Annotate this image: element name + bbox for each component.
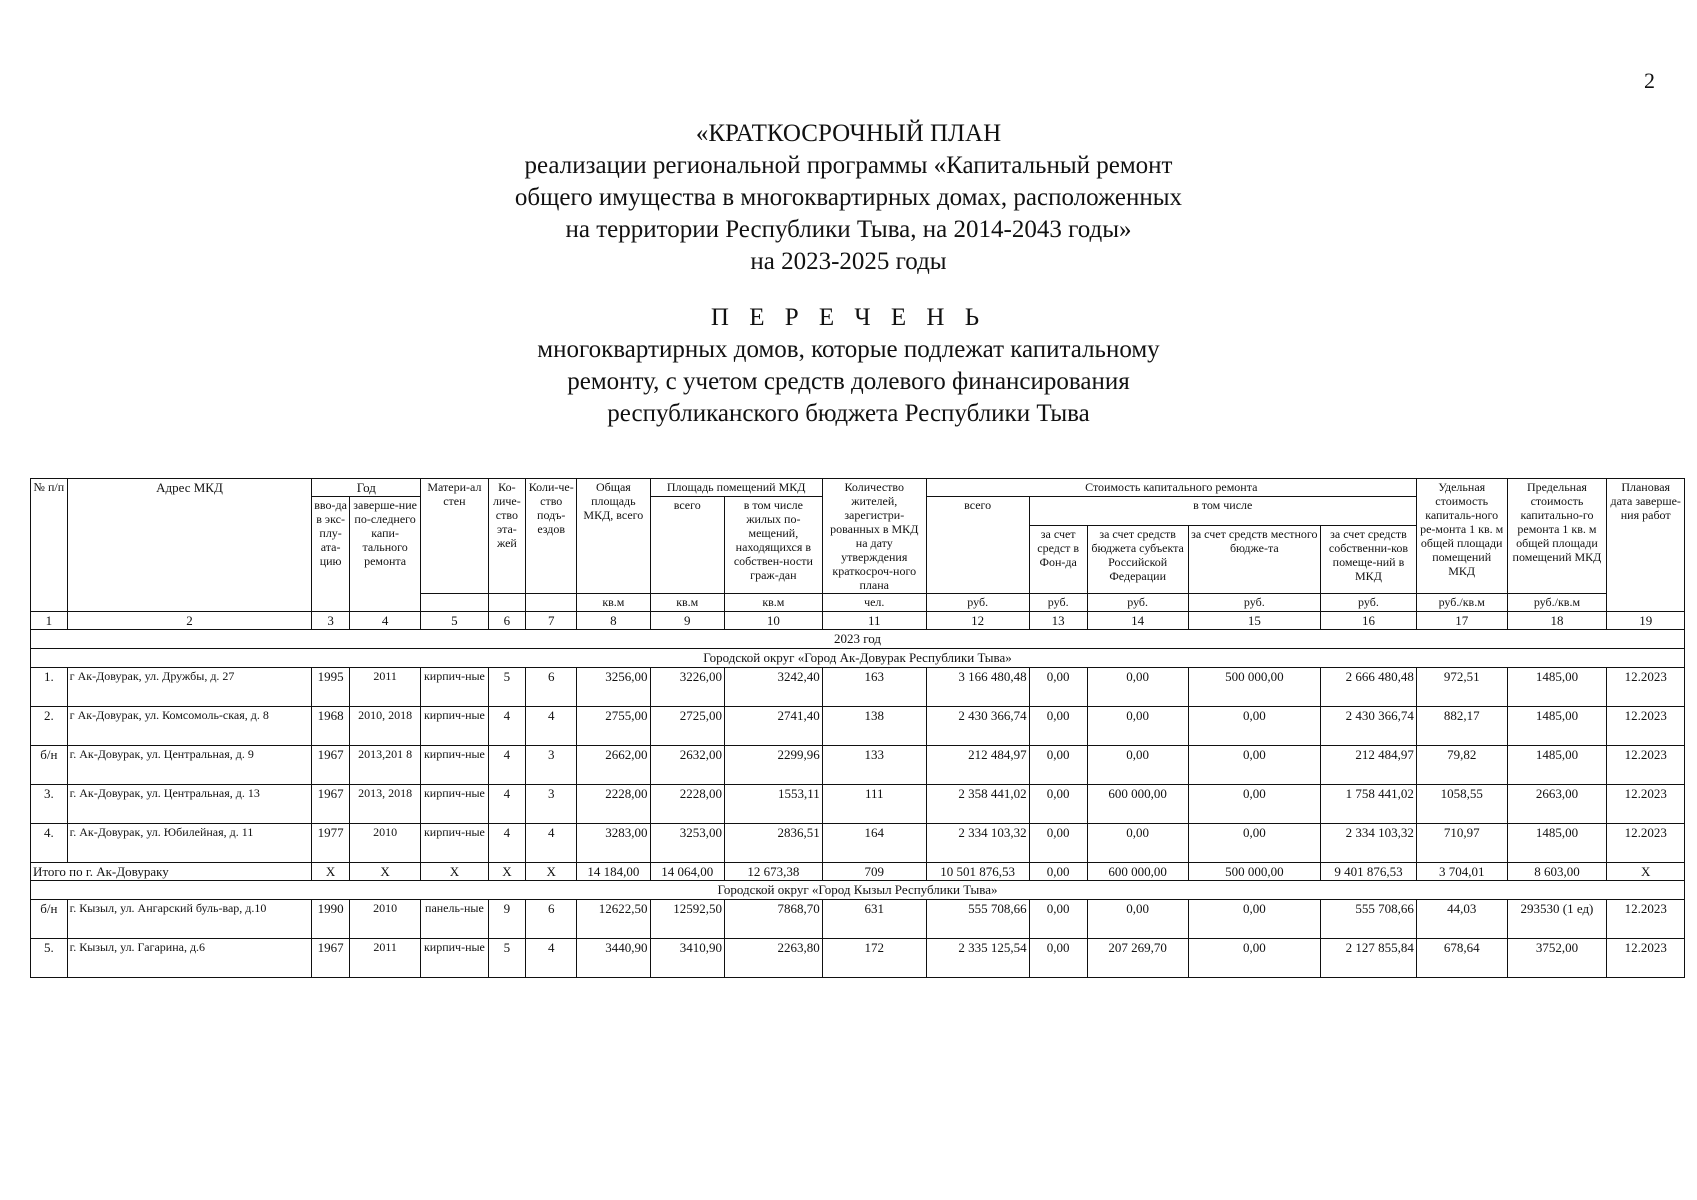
header-completion-date: Плановая дата заверше-ния работ bbox=[1607, 479, 1685, 612]
table-cell: 3242,40 bbox=[724, 668, 822, 707]
repair-plan-table bbox=[30, 478, 1685, 978]
table-cell: 555 708,66 bbox=[1321, 900, 1417, 939]
table-cell: 2725,00 bbox=[650, 707, 724, 746]
table-cell: 3752,00 bbox=[1507, 939, 1607, 978]
unit-cell: руб. bbox=[1087, 594, 1188, 612]
table-cell: 631 bbox=[822, 900, 926, 939]
unit-cell: руб. bbox=[1029, 594, 1087, 612]
table-cell: 2010 bbox=[349, 900, 420, 939]
table-cell: 212 484,97 bbox=[926, 746, 1029, 785]
column-number: 9 bbox=[650, 612, 724, 630]
table-cell: 2011 bbox=[349, 939, 420, 978]
table-cell: 0,00 bbox=[1029, 785, 1087, 824]
table-cell: 1485,00 bbox=[1507, 707, 1607, 746]
table-cell: 0,00 bbox=[1087, 746, 1188, 785]
table-cell: 3440,90 bbox=[577, 939, 650, 978]
table-cell: 4 bbox=[488, 746, 526, 785]
table-cell: 12.2023 bbox=[1607, 785, 1685, 824]
table-cell: 12.2023 bbox=[1607, 707, 1685, 746]
table-cell: 2013,201 8 bbox=[349, 746, 420, 785]
table-cell: 12.2023 bbox=[1607, 939, 1685, 978]
table-cell: 4 bbox=[488, 785, 526, 824]
list-subtitle-line: ремонту, с учетом средств долевого финансирования bbox=[567, 368, 1130, 395]
table-cell: 0,00 bbox=[1087, 900, 1188, 939]
column-number: 2 bbox=[67, 612, 312, 630]
table-cell: 1977 bbox=[312, 824, 350, 863]
table-cell: г. Ак-Довурак, ул. Центральная, д. 9 bbox=[67, 746, 312, 785]
table-cell: 111 bbox=[822, 785, 926, 824]
table-cell: 2741,40 bbox=[724, 707, 822, 746]
table-cell: 2836,51 bbox=[724, 824, 822, 863]
header-premises-total: всего bbox=[650, 497, 724, 594]
total-cell: X bbox=[421, 863, 488, 881]
table-cell: 0,00 bbox=[1188, 900, 1320, 939]
table-cell: 2 430 366,74 bbox=[926, 707, 1029, 746]
title-block bbox=[0, 118, 1697, 430]
column-number: 12 bbox=[926, 612, 1029, 630]
table-cell: 5 bbox=[488, 668, 526, 707]
total-label: Итого по г. Ак-Довураку bbox=[31, 863, 312, 881]
table-cell: 2 666 480,48 bbox=[1321, 668, 1417, 707]
unit-cell: кв.м bbox=[724, 594, 822, 612]
table-cell: 6 bbox=[526, 900, 577, 939]
total-cell: 12 673,38 bbox=[724, 863, 822, 881]
table-cell: 2011 bbox=[349, 668, 420, 707]
header-floors: Ко-личе-ство эта-жей bbox=[488, 479, 526, 594]
plan-title-line: реализации региональной программы «Капитальный ремонт bbox=[524, 152, 1173, 179]
unit-cell: руб./кв.м bbox=[1416, 594, 1507, 612]
table-cell: 2228,00 bbox=[577, 785, 650, 824]
unit-cell: руб./кв.м bbox=[1507, 594, 1607, 612]
header-no: № п/п bbox=[31, 479, 68, 612]
table-cell: 12.2023 bbox=[1607, 900, 1685, 939]
table-cell: 2 430 366,74 bbox=[1321, 707, 1417, 746]
year-section bbox=[31, 630, 1685, 649]
table-cell: 2010, 2018 bbox=[349, 707, 420, 746]
table-cell: 4 bbox=[526, 824, 577, 863]
table-cell: 0,00 bbox=[1087, 707, 1188, 746]
table-cell: кирпич-ные bbox=[421, 668, 488, 707]
table-cell: кирпич-ные bbox=[421, 824, 488, 863]
table-cell: 1553,11 bbox=[724, 785, 822, 824]
header-specific-cost: Удельная стоимость капиталь-ного ре-монта 1 кв. м общей площади помещений МКД bbox=[1416, 479, 1507, 594]
district-section bbox=[31, 881, 1685, 900]
column-number: 1 bbox=[31, 612, 68, 630]
total-cell: 10 501 876,53 bbox=[926, 863, 1029, 881]
table-cell: г Ак-Довурак, ул. Комсомоль-ская, д. 8 bbox=[67, 707, 312, 746]
table-row bbox=[31, 785, 1685, 824]
plan-title-line: «КРАТКОСРОЧНЫЙ ПЛАН bbox=[695, 120, 1002, 147]
column-number: 8 bbox=[577, 612, 650, 630]
table-cell: 12.2023 bbox=[1607, 668, 1685, 707]
unit-cell bbox=[421, 594, 488, 612]
table-cell: 5 bbox=[488, 939, 526, 978]
header-year-commission: вво-да в экс-плу-ата-цию bbox=[312, 497, 350, 612]
table-cell: 2. bbox=[31, 707, 68, 746]
table-cell: 44,03 bbox=[1416, 900, 1507, 939]
total-cell: 14 184,00 bbox=[577, 863, 650, 881]
table-cell: кирпич-ные bbox=[421, 746, 488, 785]
table-cell: 12.2023 bbox=[1607, 746, 1685, 785]
year-section-label: 2023 год bbox=[31, 630, 1685, 649]
column-number: 15 bbox=[1188, 612, 1320, 630]
district-section-label: Городской округ «Город Ак-Довурак Республики Тыва» bbox=[31, 649, 1685, 668]
table-cell: 133 bbox=[822, 746, 926, 785]
table-cell: 3256,00 bbox=[577, 668, 650, 707]
table-cell: 164 bbox=[822, 824, 926, 863]
header-premises-residential: в том числе жилых по-мещений, находящихся в собствен-ности граж-дан bbox=[724, 497, 822, 594]
table-cell: 2 358 441,02 bbox=[926, 785, 1029, 824]
unit-cell bbox=[526, 594, 577, 612]
column-number: 3 bbox=[312, 612, 350, 630]
table-cell: 172 bbox=[822, 939, 926, 978]
header-residents: Количество жителей, зарегистри-рованных в МКД на дату утверждения краткосроч-ного плана bbox=[822, 479, 926, 594]
page-number: 2 bbox=[1644, 68, 1655, 93]
table-cell: 4 bbox=[488, 707, 526, 746]
table-row bbox=[31, 707, 1685, 746]
table-cell: 7868,70 bbox=[724, 900, 822, 939]
table-cell: 0,00 bbox=[1188, 746, 1320, 785]
column-number: 5 bbox=[421, 612, 488, 630]
table-row bbox=[31, 900, 1685, 939]
table-cell: г. Ак-Довурак, ул. Центральная, д. 13 bbox=[67, 785, 312, 824]
table-cell: 12622,50 bbox=[577, 900, 650, 939]
table-row bbox=[31, 746, 1685, 785]
table-cell: 500 000,00 bbox=[1188, 668, 1320, 707]
table-cell: 1485,00 bbox=[1507, 746, 1607, 785]
header-cost-local: за счет средств местного бюдже-та bbox=[1188, 526, 1320, 594]
table-cell: г. Ак-Довурак, ул. Юбилейная, д. 11 bbox=[67, 824, 312, 863]
header-cost: Стоимость капитального ремонта bbox=[926, 479, 1416, 497]
table-cell: 2010 bbox=[349, 824, 420, 863]
table-cell: 1967 bbox=[312, 939, 350, 978]
header-cost-owners: за счет средств собственни-ков помеще-ний в МКД bbox=[1321, 526, 1417, 594]
total-cell: 709 bbox=[822, 863, 926, 881]
table-cell: 0,00 bbox=[1029, 900, 1087, 939]
column-number: 16 bbox=[1321, 612, 1417, 630]
table-cell: 3 166 480,48 bbox=[926, 668, 1029, 707]
table-cell: 0,00 bbox=[1188, 824, 1320, 863]
table-row bbox=[31, 824, 1685, 863]
column-number: 17 bbox=[1416, 612, 1507, 630]
table-cell: 2263,80 bbox=[724, 939, 822, 978]
header-address: Адрес МКД bbox=[67, 479, 312, 612]
unit-cell: руб. bbox=[1321, 594, 1417, 612]
table-cell: 1 758 441,02 bbox=[1321, 785, 1417, 824]
unit-cell: кв.м bbox=[577, 594, 650, 612]
list-subtitle-line: многоквартирных домов, которые подлежат капитальному bbox=[537, 336, 1160, 363]
header-year: Год bbox=[312, 479, 421, 497]
total-cell: X bbox=[526, 863, 577, 881]
table-cell: б/н bbox=[31, 746, 68, 785]
table-cell: 972,51 bbox=[1416, 668, 1507, 707]
plan-title-line: на 2023-2025 годы bbox=[750, 248, 947, 275]
table-cell: 12592,50 bbox=[650, 900, 724, 939]
total-cell: 9 401 876,53 bbox=[1321, 863, 1417, 881]
total-cell: X bbox=[312, 863, 350, 881]
table-cell: 0,00 bbox=[1188, 939, 1320, 978]
table-cell: 1485,00 bbox=[1507, 668, 1607, 707]
header-total-area: Общая площадь МКД, всего bbox=[577, 479, 650, 594]
table-cell: 3253,00 bbox=[650, 824, 724, 863]
column-number: 14 bbox=[1087, 612, 1188, 630]
column-number: 19 bbox=[1607, 612, 1685, 630]
table-cell: б/н bbox=[31, 900, 68, 939]
total-cell: X bbox=[349, 863, 420, 881]
column-number-row bbox=[31, 612, 1685, 630]
table-cell: 293530 (1 ед) bbox=[1507, 900, 1607, 939]
table-cell: 3410,90 bbox=[650, 939, 724, 978]
table-cell: 3 bbox=[526, 746, 577, 785]
table-cell: 2755,00 bbox=[577, 707, 650, 746]
column-number: 7 bbox=[526, 612, 577, 630]
unit-cell: чел. bbox=[822, 594, 926, 612]
table-cell: 212 484,97 bbox=[1321, 746, 1417, 785]
plan-title-line: общего имущества в многоквартирных домах, расположенных bbox=[514, 184, 1183, 211]
table-cell: 1968 bbox=[312, 707, 350, 746]
column-number: 11 bbox=[822, 612, 926, 630]
table-cell: 1. bbox=[31, 668, 68, 707]
table-cell: 2663,00 bbox=[1507, 785, 1607, 824]
table-cell: 3283,00 bbox=[577, 824, 650, 863]
table-cell: 1967 bbox=[312, 746, 350, 785]
header-cost-fund: за счет средст в Фон-да bbox=[1029, 526, 1087, 594]
table-cell: 3. bbox=[31, 785, 68, 824]
header-cost-total: всего bbox=[926, 497, 1029, 594]
unit-cell: кв.м bbox=[650, 594, 724, 612]
table-cell: 2632,00 bbox=[650, 746, 724, 785]
column-number: 10 bbox=[724, 612, 822, 630]
district-section bbox=[31, 649, 1685, 668]
table-cell: 0,00 bbox=[1188, 785, 1320, 824]
table-cell: г Ак-Довурак, ул. Дружбы, д. 27 bbox=[67, 668, 312, 707]
total-cell: 3 704,01 bbox=[1416, 863, 1507, 881]
table-cell: 600 000,00 bbox=[1087, 785, 1188, 824]
table-cell: 5. bbox=[31, 939, 68, 978]
table-cell: 1485,00 bbox=[1507, 824, 1607, 863]
unit-cell: руб. bbox=[1188, 594, 1320, 612]
table-cell: кирпич-ные bbox=[421, 707, 488, 746]
table-cell: 4. bbox=[31, 824, 68, 863]
unit-cell bbox=[488, 594, 526, 612]
table-cell: 6 bbox=[526, 668, 577, 707]
table-cell: 0,00 bbox=[1188, 707, 1320, 746]
plan-title-line: на территории Республики Тыва, на 2014-2043 годы» bbox=[565, 216, 1132, 243]
total-row bbox=[31, 863, 1685, 881]
header-entrances: Коли-че-ство подъ-ездов bbox=[526, 479, 577, 594]
table-cell: 2013, 2018 bbox=[349, 785, 420, 824]
table-cell: г. Кызыл, ул. Ангарский буль-вар, д.10 bbox=[67, 900, 312, 939]
header-wall-material: Матери-ал стен bbox=[421, 479, 488, 594]
table-cell: 2662,00 bbox=[577, 746, 650, 785]
table-cell: 0,00 bbox=[1087, 668, 1188, 707]
table-cell: 3226,00 bbox=[650, 668, 724, 707]
column-number: 4 bbox=[349, 612, 420, 630]
table-cell: 0,00 bbox=[1029, 824, 1087, 863]
table-row bbox=[31, 939, 1685, 978]
table-cell: 0,00 bbox=[1087, 824, 1188, 863]
table-cell: 79,82 bbox=[1416, 746, 1507, 785]
table-cell: 163 bbox=[822, 668, 926, 707]
table-cell: 12.2023 bbox=[1607, 824, 1685, 863]
unit-cell: руб. bbox=[926, 594, 1029, 612]
table-cell: 2 127 855,84 bbox=[1321, 939, 1417, 978]
table-cell: 2 335 125,54 bbox=[926, 939, 1029, 978]
table-cell: 138 bbox=[822, 707, 926, 746]
district-section-label: Городской округ «Город Кызыл Республики Тыва» bbox=[31, 881, 1685, 900]
table-cell: 4 bbox=[488, 824, 526, 863]
total-cell: X bbox=[1607, 863, 1685, 881]
header-max-cost: Предельная стоимость капитально-го ремонта 1 кв. м общей площади помещений МКД bbox=[1507, 479, 1607, 594]
table-cell: 4 bbox=[526, 707, 577, 746]
total-cell: 0,00 bbox=[1029, 863, 1087, 881]
table-cell: 3 bbox=[526, 785, 577, 824]
table-cell: 1995 bbox=[312, 668, 350, 707]
table-cell: кирпич-ные bbox=[421, 939, 488, 978]
column-number: 18 bbox=[1507, 612, 1607, 630]
column-number: 6 bbox=[488, 612, 526, 630]
header-year-last-repair: заверше-ние по-следнего капи-тального ремонта bbox=[349, 497, 420, 612]
header-premises-area: Площадь помещений МКД bbox=[650, 479, 822, 497]
table-cell: 207 269,70 bbox=[1087, 939, 1188, 978]
table-cell: 678,64 bbox=[1416, 939, 1507, 978]
table-cell: 0,00 bbox=[1029, 746, 1087, 785]
header-cost-regional: за счет средств бюджета субъекта Российской Федерации bbox=[1087, 526, 1188, 594]
table-cell: 2228,00 bbox=[650, 785, 724, 824]
table-cell: 1990 bbox=[312, 900, 350, 939]
table-cell: 0,00 bbox=[1029, 939, 1087, 978]
list-subtitle-line: республиканского бюджета Республики Тыва bbox=[607, 400, 1090, 427]
table-cell: 0,00 bbox=[1029, 668, 1087, 707]
table-cell: г. Кызыл, ул. Гагарина, д.6 bbox=[67, 939, 312, 978]
table-cell: 555 708,66 bbox=[926, 900, 1029, 939]
table-cell: 1967 bbox=[312, 785, 350, 824]
table-cell: 2 334 103,32 bbox=[926, 824, 1029, 863]
table-row bbox=[31, 668, 1685, 707]
total-cell: 14 064,00 bbox=[650, 863, 724, 881]
table-cell: 882,17 bbox=[1416, 707, 1507, 746]
total-cell: X bbox=[488, 863, 526, 881]
table-cell: 1058,55 bbox=[1416, 785, 1507, 824]
table-cell: 9 bbox=[488, 900, 526, 939]
total-cell: 8 603,00 bbox=[1507, 863, 1607, 881]
table-cell: панель-ные bbox=[421, 900, 488, 939]
table-cell: 2299,96 bbox=[724, 746, 822, 785]
table-cell: кирпич-ные bbox=[421, 785, 488, 824]
header-cost-including: в том числе bbox=[1029, 497, 1416, 526]
total-cell: 500 000,00 bbox=[1188, 863, 1320, 881]
total-cell: 600 000,00 bbox=[1087, 863, 1188, 881]
column-number: 13 bbox=[1029, 612, 1087, 630]
table-cell: 710,97 bbox=[1416, 824, 1507, 863]
table-cell: 0,00 bbox=[1029, 707, 1087, 746]
list-heading: П Е Р Е Ч Е Н Ь bbox=[710, 304, 987, 331]
table-cell: 4 bbox=[526, 939, 577, 978]
table-cell: 2 334 103,32 bbox=[1321, 824, 1417, 863]
